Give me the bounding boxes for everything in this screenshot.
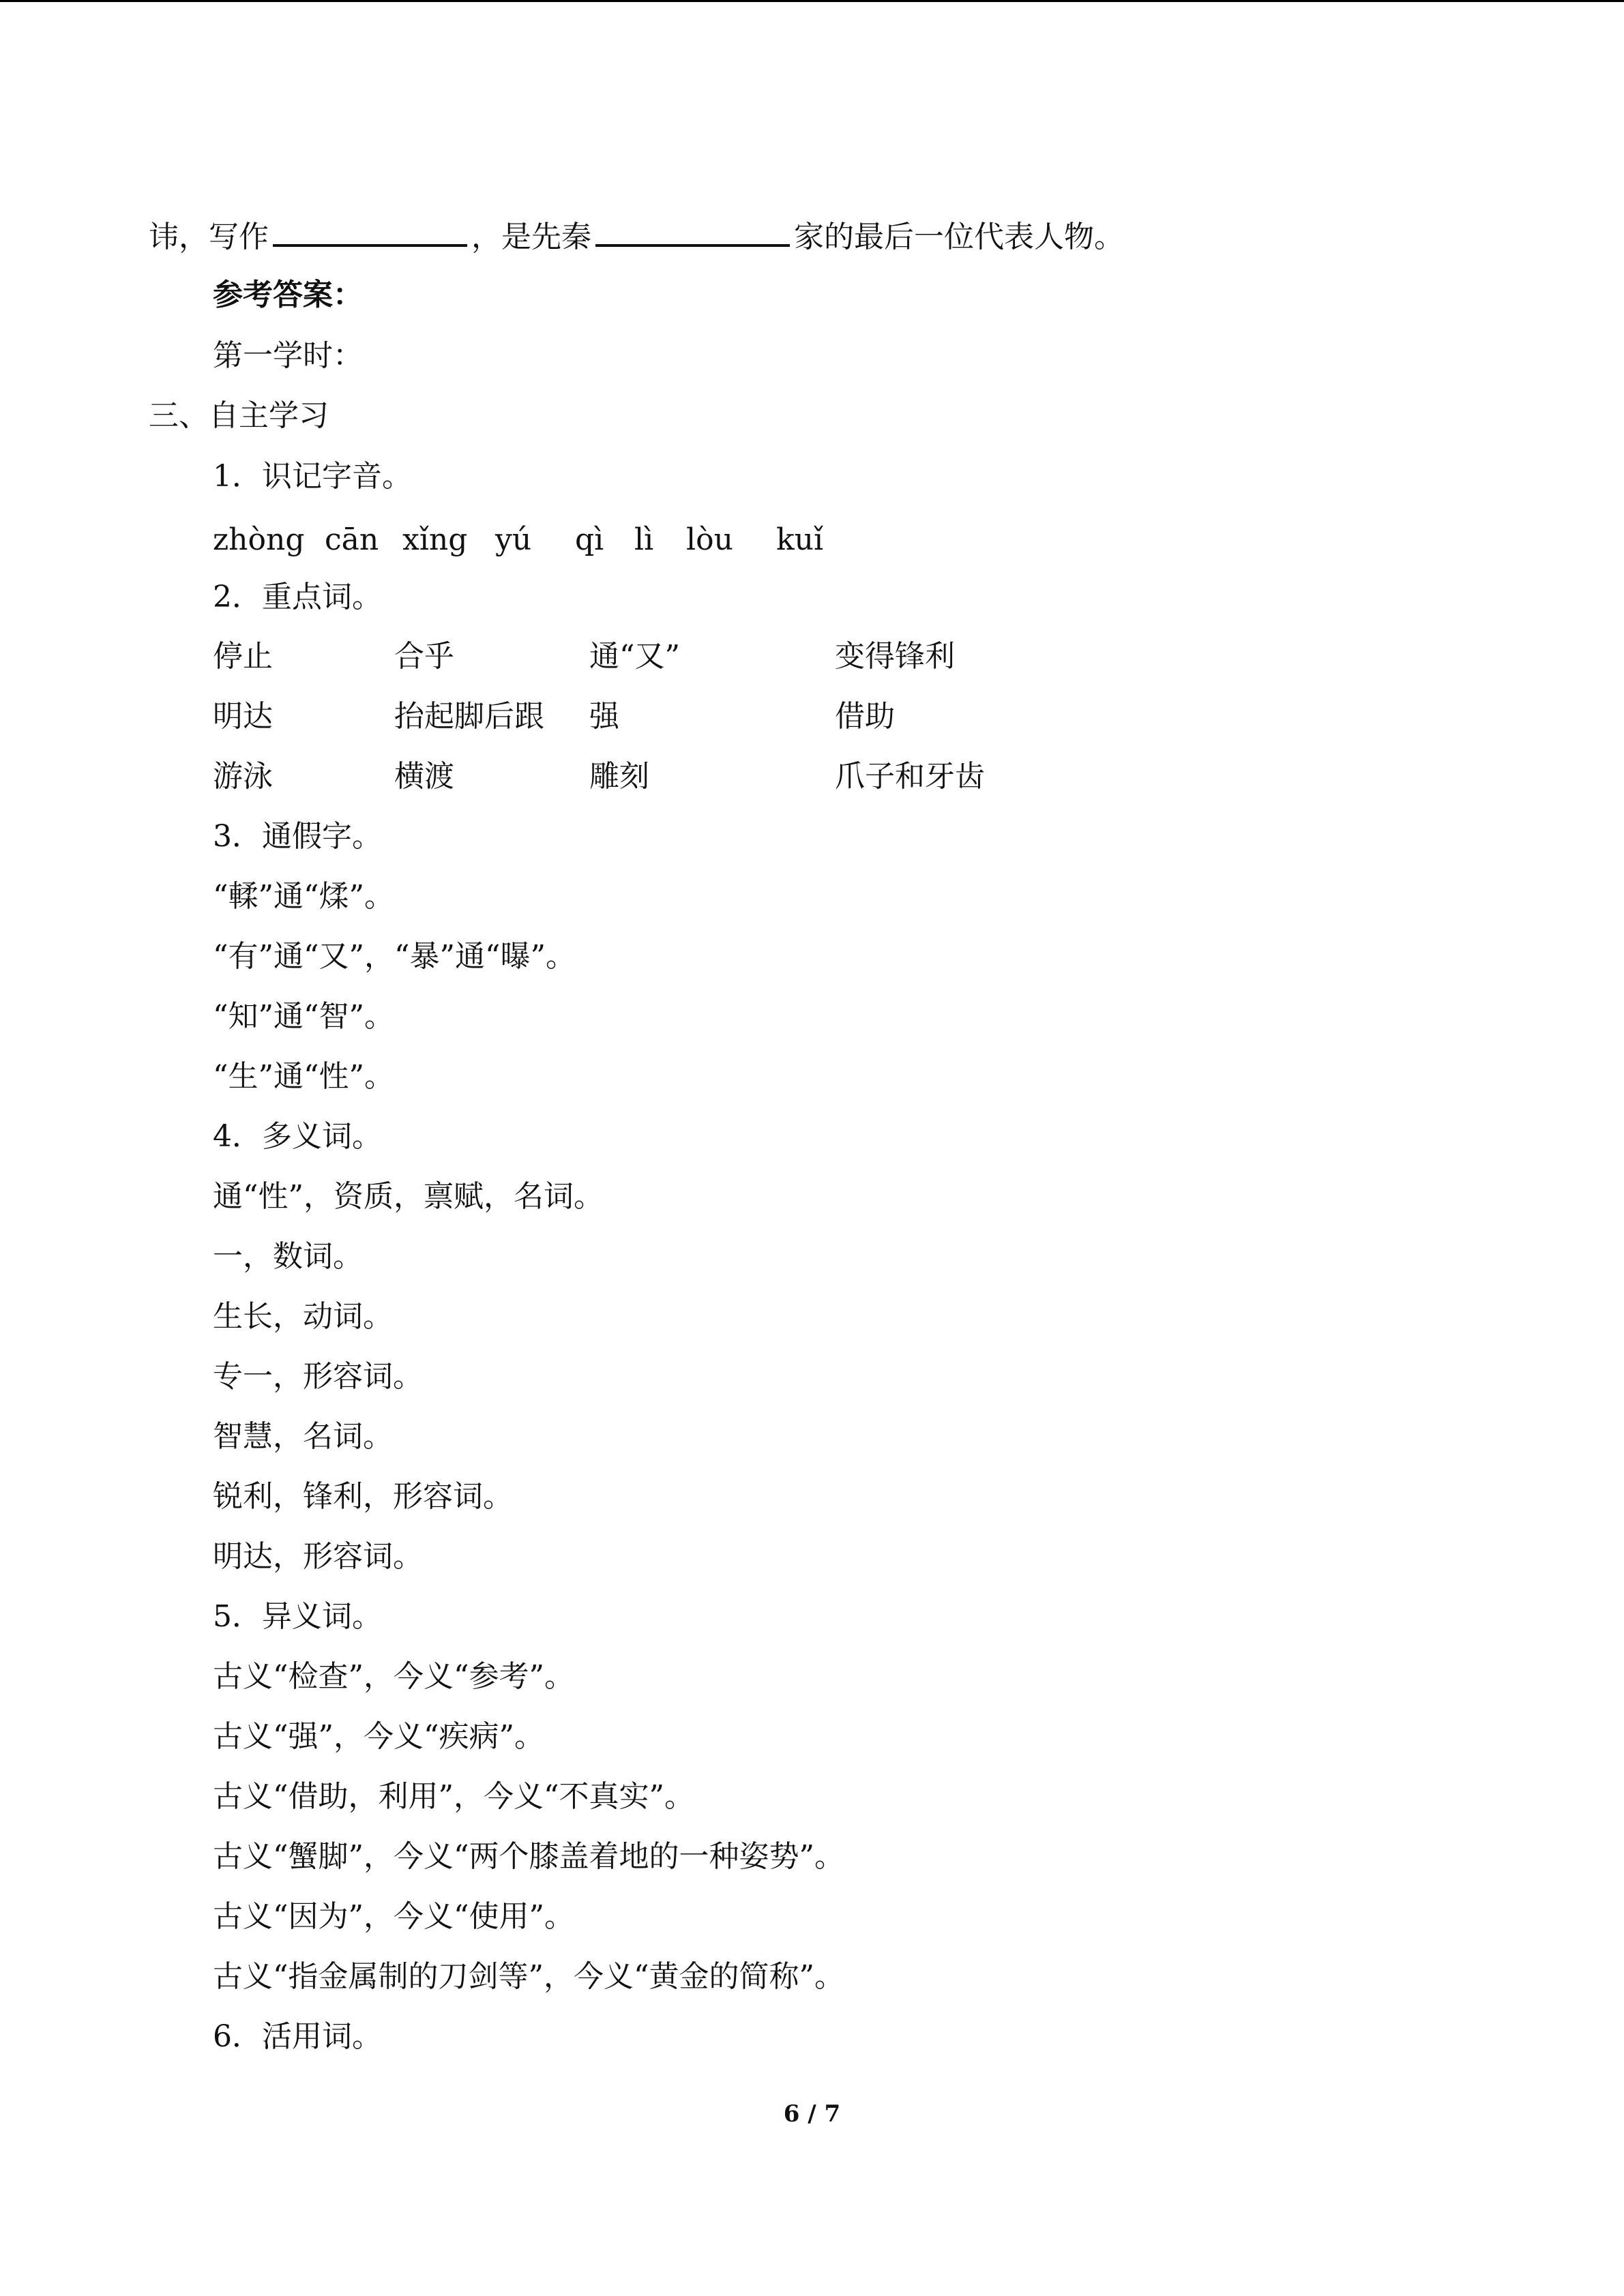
table-cell: 通“又” (589, 639, 680, 674)
s3-title: 3．通假字。 (213, 819, 382, 854)
pinyin-item: zhòng (213, 522, 305, 557)
list-item: 一，数词。 (213, 1239, 363, 1274)
list-item: 通“性”，资质，禀赋，名词。 (213, 1179, 604, 1214)
pinyin-item: yú (495, 522, 532, 557)
list-item: “有”通“又”，“暴”通“曝”。 (213, 939, 576, 974)
s2-title: 2．重点词。 (213, 580, 382, 614)
table-cell: 爪子和牙齿 (835, 759, 985, 794)
table-cell: 借助 (835, 699, 895, 734)
s6-title: 6．活用词。 (213, 2019, 382, 2054)
lesson-label: 第一学时： (213, 338, 363, 373)
section-title: 三、自主学习 (149, 398, 329, 433)
list-item: 古义“因为”，今义“使用”。 (213, 1899, 574, 1934)
fill-blank-suffix: 家的最后一位代表人物。 (794, 220, 1124, 254)
list-item: “生”通“性”。 (213, 1059, 394, 1094)
fill-blank-line (149, 214, 1124, 255)
list-item: 古义“指金属制的刀剑等”，今义“黄金的简称”。 (213, 1959, 844, 1994)
blank-1[interactable] (273, 214, 467, 247)
pinyin-item: xǐng (402, 522, 468, 557)
table-cell: 游泳 (213, 759, 273, 794)
table-cell: 抬起脚后跟 (394, 699, 544, 734)
fill-blank-middle: ，是先秦 (471, 220, 591, 254)
pinyin-item: cān (325, 522, 379, 557)
pinyin-item: lì (634, 522, 654, 557)
list-item: 明达，形容词。 (213, 1539, 423, 1574)
list-item: “輮”通“煣”。 (213, 879, 394, 914)
table-cell: 停止 (213, 639, 273, 674)
list-item: 古义“借助，利用”，今义“不真实”。 (213, 1779, 694, 1814)
s1-title: 1．识记字音。 (213, 459, 412, 494)
answers-title: 参考答案： (213, 278, 363, 312)
pinyin-item: kuǐ (776, 522, 824, 557)
table-cell: 明达 (213, 699, 273, 734)
table-cell: 变得锋利 (835, 639, 955, 674)
pinyin-item: lòu (686, 522, 733, 557)
table-cell: 强 (589, 699, 619, 734)
list-item: 古义“强”，今义“疾病”。 (213, 1719, 544, 1754)
list-item: “知”通“智”。 (213, 999, 394, 1034)
blank-2[interactable] (595, 214, 790, 247)
fill-blank-prefix: 讳，写作 (149, 220, 269, 254)
page-top-border (0, 0, 1624, 2)
table-cell: 雕刻 (589, 759, 649, 794)
s4-title: 4．多义词。 (213, 1119, 382, 1154)
list-item: 生长，动词。 (213, 1299, 393, 1334)
pinyin-item: qì (575, 522, 604, 557)
list-item: 古义“检查”，今义“参考”。 (213, 1659, 574, 1694)
list-item: 古义“蟹脚”，今义“两个膝盖着地的一种姿势”。 (213, 1839, 844, 1874)
table-cell: 横渡 (394, 759, 454, 794)
list-item: 智慧，名词。 (213, 1419, 393, 1454)
table-cell: 合乎 (394, 639, 454, 674)
list-item: 专一，形容词。 (213, 1359, 423, 1394)
list-item: 锐利，锋利，形容词。 (213, 1479, 513, 1514)
page-number: 6 / 7 (783, 2100, 841, 2128)
s5-title: 5．异义词。 (213, 1599, 382, 1634)
